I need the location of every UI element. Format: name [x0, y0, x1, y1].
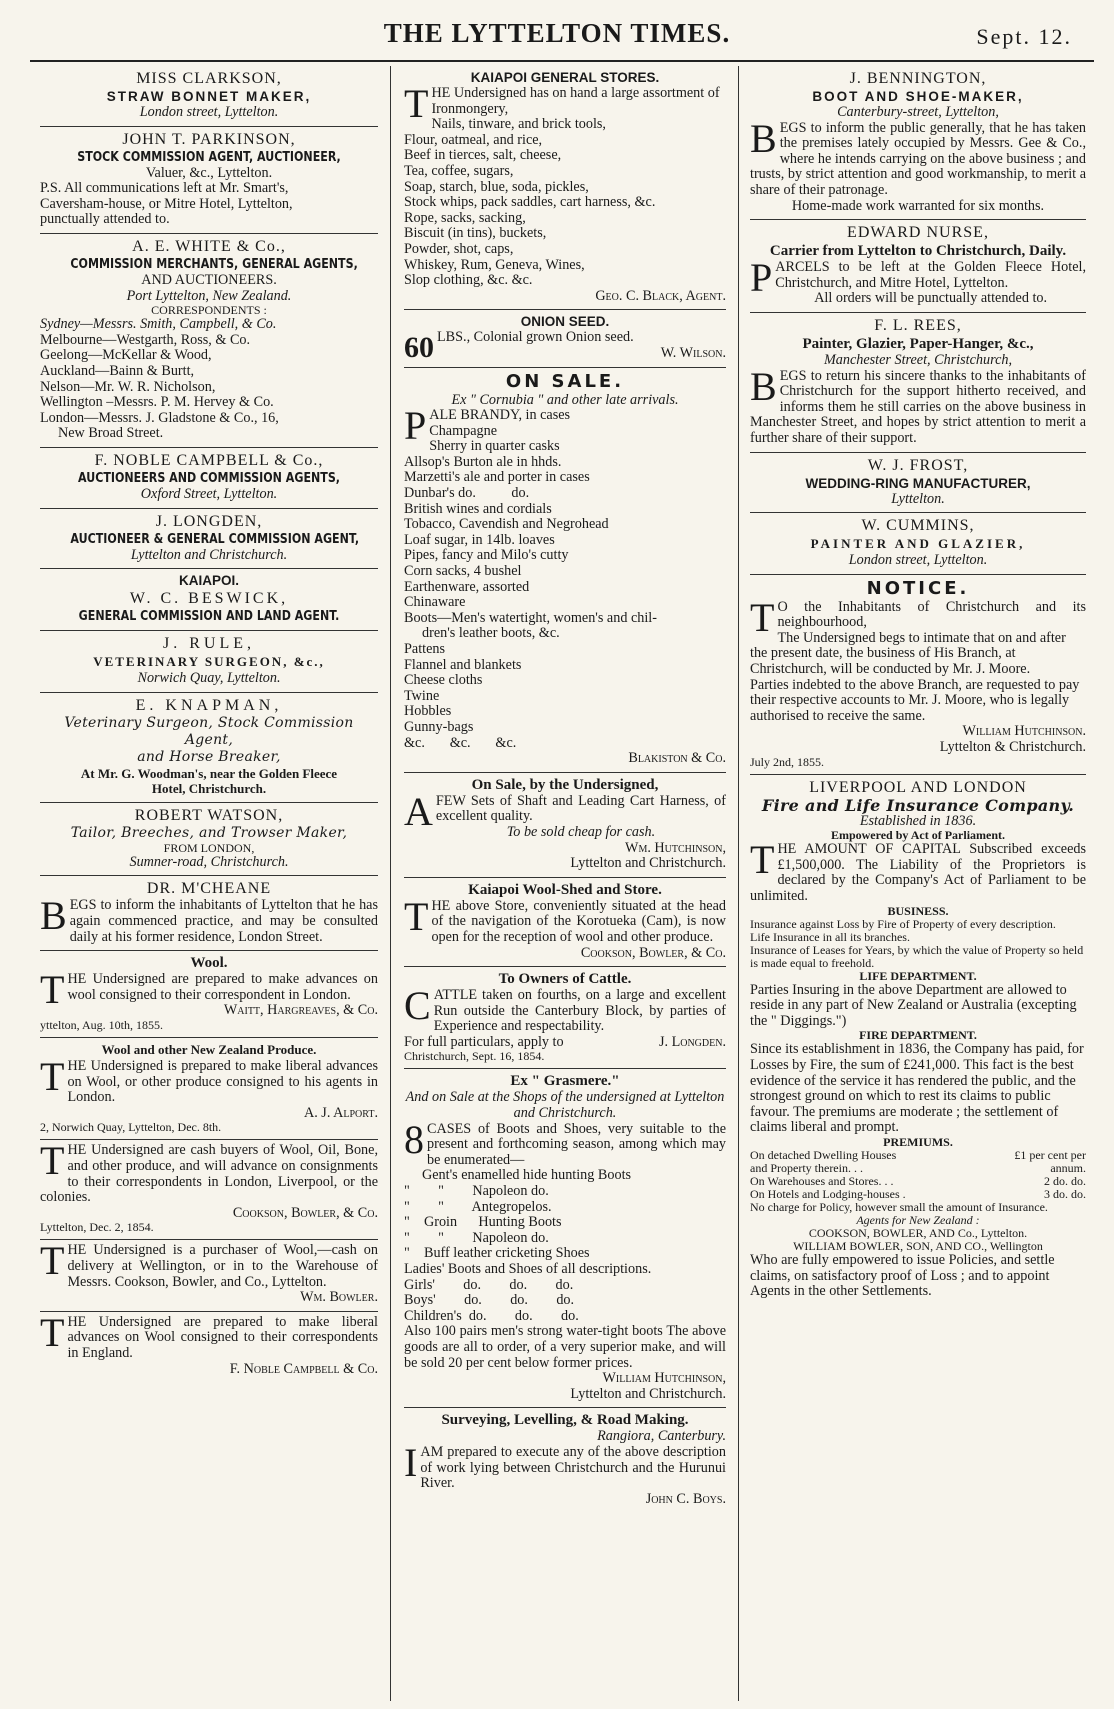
list-item: Pattens	[404, 641, 445, 657]
ad-trade: BOOT AND SHOE-MAKER,	[812, 89, 1024, 104]
ad-address: Lyttelton and Christchurch.	[130, 546, 288, 563]
ad-cattle	[404, 967, 726, 1069]
ad-parkinson	[40, 127, 378, 234]
list-item: Pipes, fancy and Milo's cutty	[404, 547, 569, 564]
ad-text: ARCELS to be left at the Golden Fleece Hotel, Christchurch, and Mitre Hotel, Lyttelton.	[775, 259, 1086, 291]
drop-cap: T	[40, 1309, 65, 1355]
list-item: Soap, starch, blue, soda, pickles,	[404, 178, 589, 195]
ad-signature: Cookson, Bowler, & Co.	[580, 944, 726, 961]
list-item: " Buff leather cricketing Shoes	[404, 1245, 590, 1262]
ad-name: F. L. REES,	[874, 316, 962, 334]
ad-signature: Blakiston & Co.	[628, 750, 726, 767]
list-item: dren's leather boots, &c.	[422, 625, 560, 642]
ad-address: Canterbury-street, Lyttelton,	[837, 104, 999, 120]
list-item: Beef in tierces, salt, cheese,	[404, 147, 562, 164]
ad-authority: Empowered by Act of Parliament.	[830, 828, 1006, 843]
ad-date: yttelton, Aug. 10th, 1855.	[40, 1018, 163, 1033]
ad-bowler	[40, 1240, 378, 1311]
list-item: Girls' do. do. do.	[404, 1276, 574, 1293]
newspaper-title: THE LYTTELTON TIMES.	[383, 18, 731, 48]
ad-heading: KAIAPOI GENERAL STORES.	[470, 70, 660, 85]
list-item: Boys' do. do. do.	[404, 1292, 575, 1309]
list-item: Nails, tinware, and brick tools,	[431, 116, 606, 133]
ad-text: HE above Store, conveniently situated at the head of the navigation of the Korotueka (Cam), is now open for the reception of wool and other produce.	[431, 897, 726, 945]
premium-row: On Hotels and Lodging-houses . 3 do. do.	[750, 1186, 1086, 1201]
list-item: " " Antegropelos.	[404, 1198, 552, 1215]
ad-address: Port Lyttelton, New Zealand.	[126, 287, 292, 304]
ad-text: CASES of Boots and Shoes, very suitable to the present and forthcoming season, among which may be enumerated—	[427, 1120, 726, 1168]
ad-trade: COMMISSION MERCHANTS, GENERAL AGENTS,	[70, 255, 358, 272]
ad-cummins	[750, 513, 1086, 575]
drop-number: 8	[404, 1116, 424, 1162]
list-item: Stock whips, pack saddles, cart harness, &c.	[404, 194, 656, 211]
ad-line: punctually attended to.	[40, 211, 170, 228]
ad-signature: William Hutchinson,	[602, 1370, 726, 1387]
column-left	[40, 66, 378, 1701]
ad-place: Rangiora, Canterbury.	[597, 1428, 726, 1445]
ad-longden	[40, 509, 378, 570]
list-item: Corn sacks, 4 bushel	[404, 563, 522, 580]
ad-text: HE Undersigned are cash buyers of Wool, Oil, Bone, and other produce, and will advance on consignments to their correspondents in London, Liverpool, or the colonies.	[40, 1142, 378, 1206]
ad-watson	[40, 803, 378, 877]
ad-heading: ON SALE.	[505, 370, 625, 392]
ad-address: Sumner-road, Christchurch.	[129, 853, 289, 870]
ad-trade: WEDDING-RING MANUFACTURER,	[805, 475, 1031, 491]
ad-text: O the Inhabitants of Christchurch and its neighbourhood,	[777, 598, 1086, 631]
drop-cap: A	[404, 788, 433, 834]
ad-wool-waitt	[40, 951, 378, 1038]
ad-trade: Painter, Glazier, Paper-Hanger, &c.,	[802, 335, 1034, 352]
masthead	[0, 0, 1114, 62]
list-item: Insurance against Loss by Fire of Property of every description.	[750, 916, 1056, 931]
ad-text: EGS to return his sincere thanks to the inhabitants of Christchurch for the support hitherto received, and informs them he still carries on the above business in Manchester Street, and hopes by strict attention to merit a further share of their support.	[750, 367, 1086, 446]
ad-trade: STOCK COMMISSION AGENT, AUCTIONEER,	[77, 148, 341, 165]
drop-cap: T	[40, 1054, 65, 1100]
ad-on-sale	[404, 368, 726, 773]
ad-trade: Carrier from Lyttelton to Christchurch, Daily.	[769, 243, 1067, 260]
ad-address: London street, Lyttelton.	[139, 104, 279, 120]
column-middle	[404, 66, 726, 1701]
ad-line: Wellington –Messrs. P. M. Hervey & Co.	[40, 394, 274, 411]
ad-text: EGS to inform the inhabitants of Lyttelton that he has again commenced practice, and may be consulted daily at his former residence, London Street.	[69, 897, 378, 945]
ad-trade: PAINTER AND GLAZIER,	[810, 536, 1026, 552]
ad-name: J. LONGDEN,	[155, 512, 263, 530]
ad-white	[40, 234, 378, 448]
ad-correspondents: CORRESPONDENTS :	[151, 303, 267, 318]
ad-signature: John C. Boys.	[645, 1490, 726, 1507]
ad-text: ATTLE taken on fourths, on a large and excellent Run outside the Canterbury Block, by parties of Experience and respectability.	[433, 987, 726, 1035]
ad-cookson	[40, 1140, 378, 1240]
drop-cap: T	[750, 594, 775, 640]
ad-signature: W. Wilson.	[660, 344, 726, 361]
ad-harness	[404, 773, 726, 878]
ad-sub: Valuer, &c., Lyttelton.	[145, 164, 273, 181]
list-item: Allsop's Burton ale in hhds.	[404, 453, 562, 470]
list-item: Flour, oatmeal, and rice,	[404, 131, 543, 148]
ad-text: EGS to inform the public generally, that he has taken the premises lately occupied by Messrs. Gee & Co., where he intends carrying on the above business ; and trusts, by strict attention and good workmanship, to merit a share of their patronage.	[750, 119, 1086, 198]
list-item: Insurance of Leases for Years, by which the value of Property so held is made equal to freehold.	[750, 942, 1084, 970]
drop-cap: P	[750, 255, 773, 301]
list-item: British wines and cordials	[404, 500, 552, 517]
ad-signature: F. Noble Campbell & Co.	[229, 1360, 378, 1377]
ad-sub: Ex " Cornubia " and other late arrivals.	[451, 391, 679, 408]
ad-heading: On Sale, by the Undersigned,	[471, 776, 659, 793]
ad-text: HE Undersigned has on hand a large assortment of	[431, 85, 720, 101]
drop-number: 60	[404, 331, 434, 365]
ad-trade: Tailor, Breeches, and Trowser Maker,	[70, 824, 348, 841]
list-item: Sherry in quarter casks	[429, 438, 560, 455]
list-item: Marzetti's ale and porter in cases	[404, 469, 590, 486]
list-item: " " Napoleon do.	[404, 1229, 549, 1246]
ad-trade: GENERAL COMMISSION AND LAND AGENT.	[78, 608, 340, 625]
drop-cap: B	[40, 893, 67, 939]
drop-cap: I	[404, 1439, 418, 1485]
list-item: Earthenware, assorted	[404, 578, 530, 595]
ad-kaiapoi-stores	[404, 66, 726, 310]
list-item: Ladies' Boots and Shoes of all descriptions.	[404, 1261, 652, 1277]
drop-cap: T	[404, 893, 429, 939]
ad-signature: Geo. C. Black, Agent.	[595, 287, 726, 304]
ad-date: Lyttelton, Dec. 2, 1854.	[40, 1220, 154, 1235]
ad-heading: Wool and other New Zealand Produce.	[101, 1042, 317, 1058]
drop-cap: T	[40, 1238, 65, 1284]
ad-text: HE Undersigned is a purchaser of Wool,—cash on delivery at Wellington, or in to the Warehouse of Messrs. Cookson, Bowler, and Co., Lyttelton.	[67, 1242, 378, 1290]
ad-line: Sydney—Messrs. Smith, Campbell, & Co.	[40, 316, 277, 333]
drop-cap: T	[404, 81, 429, 126]
premium-row: On Warehouses and Stores. . . 2 do. do.	[750, 1173, 1086, 1188]
list-item: Gent's enamelled hide hunting Boots	[422, 1167, 632, 1184]
ad-agents-heading: Agents for New Zealand :	[856, 1212, 980, 1227]
ad-grasmere	[404, 1069, 726, 1408]
ad-trade: AUCTIONEER & GENERAL COMMISSION AGENT,	[70, 530, 360, 547]
list-item: " Groin Hunting Boots	[404, 1214, 562, 1231]
list-item: Loaf sugar, in 14lb. loaves	[404, 531, 555, 548]
ad-agent: COOKSON, BOWLER, AND Co., Lyttelton.	[808, 1225, 1028, 1240]
premium-row: On detached Dwelling Houses £1 per cent per	[750, 1147, 1086, 1162]
ad-signature: Waitt, Hargreaves, & Co.	[223, 1002, 378, 1019]
ad-text: Parties Insuring in the above Department are allowed to reside in any part of New Zealand or Australia (excepting the " Diggings.")	[750, 981, 1077, 1029]
ad-trade: AUCTIONEERS AND COMMISSION AGENTS,	[77, 469, 341, 486]
list-item: Dunbar's do. do.	[404, 485, 530, 502]
ad-signature: A. J. Alport.	[303, 1104, 378, 1121]
ad-name: E. KNAPMAN,	[135, 696, 283, 714]
ad-name: MISS CLARKSON,	[136, 70, 282, 87]
ad-text: HE AMOUNT OF CAPITAL Subscribed exceeds £1,500,000. The Liability of the Proprietors is declared by the Company's Act of Parliament to be unlimited.	[750, 841, 1086, 904]
ad-text: Also 100 pairs men's strong water-tight boots The above goods are all to order, of a very superior make, and will be sold 20 per cent below former prices.	[404, 1323, 726, 1371]
ad-heading: Ex " Grasmere."	[510, 1073, 620, 1090]
ad-trade: STRAW BONNET MAKER,	[106, 89, 312, 104]
ad-trade: Fire and Life Insurance Company.	[761, 795, 1075, 815]
ad-address: London street, Lyttelton.	[848, 552, 988, 569]
ad-text: HE Undersigned are prepared to make advances on wool consigned to their correspondent in London.	[67, 971, 378, 1003]
ad-name: W. C. BESWICK,	[129, 590, 289, 608]
list-item: Chinaware	[404, 594, 466, 611]
list-item: Hobbles	[404, 703, 452, 720]
ad-line: Caversham-house, or Mitre Hotel, Lyttelton,	[40, 195, 293, 212]
ad-bennington	[750, 66, 1086, 220]
ad-woolshed	[404, 878, 726, 967]
ad-name: ROBERT WATSON,	[134, 806, 284, 824]
section-heading: PREMIUMS.	[883, 1134, 953, 1149]
ad-place: KAIAPOI.	[178, 573, 239, 589]
ad-signature: J. Longden.	[658, 1033, 726, 1050]
ad-mcheane	[40, 876, 378, 951]
list-item: Flannel and blankets	[404, 656, 522, 673]
ad-address: Manchester Street, Christchurch,	[823, 351, 1013, 368]
ad-line: Nelson—Mr. W. R. Nicholson,	[40, 378, 216, 395]
list-item: Gunny-bags	[404, 718, 474, 735]
drop-cap: B	[750, 363, 777, 409]
ad-date: Christchurch, Sept. 16, 1854.	[404, 1049, 545, 1064]
list-item: Cheese cloths	[404, 672, 483, 689]
drop-cap: P	[404, 403, 427, 449]
drop-cap: B	[750, 115, 777, 161]
ad-clarkson	[40, 66, 378, 127]
ad-campbell-wool	[40, 1309, 378, 1382]
ad-line: At Mr. G. Woodman's, near the Golden Fleece	[80, 765, 338, 781]
section-heading: BUSINESS.	[887, 903, 949, 918]
ad-knapman	[40, 693, 378, 803]
list-item: Biscuit (in tins), buckets,	[404, 225, 547, 242]
ad-line: London—Messrs. J. Gladstone & Co., 16,	[40, 409, 279, 426]
ad-trade: Veterinary Surgeon, Stock Commission Agent,	[64, 714, 354, 748]
ad-text: HE Undersigned is prepared to make liberal advances on Wool, or other produce consigned to his agents in London.	[67, 1058, 378, 1106]
section-heading: FIRE DEPARTMENT.	[859, 1028, 977, 1043]
ad-rees	[750, 313, 1086, 453]
ad-heading: Kaiapoi Wool-Shed and Store.	[468, 881, 662, 898]
ad-text: FEW Sets of Shaft and Leading Cart Harness, of excellent quality.	[435, 792, 726, 825]
ad-signature: Wm. Hutchinson,	[625, 839, 726, 856]
list-item: " " Napoleon do.	[404, 1183, 549, 1200]
ad-sub: And on Sale at the Shops of the undersigned at Lyttelton and Christchurch.	[405, 1089, 725, 1122]
ad-heading: NOTICE.	[866, 577, 970, 599]
list-item: Slop clothing, &c. &c.	[404, 272, 533, 289]
ad-line: Auckland—Bainn & Burtt,	[40, 362, 195, 379]
list-item: Tea, coffee, sugars,	[404, 162, 514, 179]
list-item: Boots—Men's watertight, women's and chil-	[404, 609, 657, 626]
ad-name: DR. M'CHEANE	[146, 880, 272, 898]
drop-cap: C	[404, 983, 431, 1029]
list-item: Powder, shot, caps,	[404, 240, 514, 257]
ad-heading: Surveying, Levelling, & Road Making.	[441, 1412, 689, 1429]
list-item: Rope, sacks, sacking,	[404, 209, 526, 226]
ad-note: No charge for Policy, however small the amount of Insurance.	[750, 1199, 1048, 1214]
ad-text: Who are fully empowered to issue Policies, and settle claims, on satisfactory proof of Loss ; and to appoint Agents in the other Settlements.	[750, 1251, 1055, 1300]
ad-notice	[750, 575, 1086, 775]
ad-text: The Undersigned begs to intimate that on and after the present date, the business of His Branch, at Christchurch, will be conducted by Mr. J. Moore.	[750, 629, 1066, 678]
column-divider	[390, 66, 391, 1701]
ad-signature: William Hutchinson.	[962, 723, 1086, 740]
ad-text: Parties indebted to the above Branch, are requested to pay their respective accounts to Mr. J. Moore, who is legally authorised to receive the same.	[750, 676, 1080, 724]
list-item: Twine	[404, 687, 440, 704]
list-item: Children's do. do. do.	[404, 1307, 579, 1324]
ad-date: 2, Norwich Quay, Lyttelton, Dec. 8th.	[40, 1120, 222, 1135]
ad-insurance	[750, 775, 1086, 1305]
list-item: Tobacco, Cavendish and Negrohead	[404, 516, 609, 533]
list-item: Champagne	[429, 422, 498, 439]
ad-trade-2: and Horse Breaker,	[137, 748, 281, 765]
ad-nurse	[750, 220, 1086, 313]
ad-beswick	[40, 569, 378, 631]
ad-name: W. CUMMINS,	[861, 517, 975, 535]
ad-campbell	[40, 448, 378, 509]
drop-cap: T	[40, 967, 65, 1013]
ad-date: July 2nd, 1855.	[750, 754, 825, 769]
ad-text: AM prepared to execute any of the above description of work lying between Christchurch and the Hurunui River.	[420, 1443, 726, 1492]
list-item: Whiskey, Rum, Geneva, Wines,	[404, 256, 585, 273]
ad-signature-2: Lyttelton & Christchurch.	[939, 739, 1086, 756]
ad-established: Established in 1836.	[859, 812, 977, 829]
ad-trade: VETERINARY SURGEON, &c.,	[93, 654, 325, 670]
column-right	[750, 66, 1086, 1701]
ad-signature: Cookson, Bowler, & Co.	[232, 1204, 378, 1221]
ad-address: Lyttelton.	[891, 490, 945, 507]
ad-address: Oxford Street, Lyttelton.	[140, 485, 278, 502]
ad-wool-alport	[40, 1038, 378, 1140]
ad-text: LBS., Colonial grown Onion seed.	[437, 329, 634, 346]
ad-onion-seed	[404, 310, 726, 367]
ad-address: Norwich Quay, Lyttelton.	[137, 670, 281, 687]
ad-frost	[750, 453, 1086, 514]
list-item: &c. &c. &c.	[404, 734, 517, 751]
ad-name: J. RULE,	[163, 635, 255, 653]
masthead-rule	[30, 60, 1094, 62]
drop-cap: T	[750, 837, 775, 883]
list-item: Ironmongery,	[431, 100, 509, 117]
premium-row: and Property therein. . . annum.	[750, 1160, 1086, 1175]
ad-line: Hotel, Christchurch.	[151, 781, 267, 797]
drop-cap: T	[40, 1138, 65, 1184]
ad-name: F. NOBLE CAMPBELL & Co.,	[94, 451, 324, 469]
ad-signature-2: Lyttelton and Christchurch.	[570, 855, 726, 872]
ad-text: HE Undersigned are prepared to make liberal advances on Wool consigned to their correspondents in England.	[67, 1313, 378, 1361]
ad-rule	[40, 631, 378, 693]
ad-name: W. J. FROST,	[867, 456, 969, 474]
ad-text: ALE BRANDY, in cases	[429, 407, 571, 424]
ad-heading: ONION SEED.	[520, 314, 610, 330]
ad-agent: WILLIAM BOWLER, SON, AND CO., Wellington	[793, 1238, 1043, 1253]
ad-signature: Wm. Bowler.	[300, 1289, 378, 1306]
ad-heading: Wool.	[190, 955, 228, 972]
ad-note: All orders will be punctually attended to.	[814, 290, 1048, 307]
ad-sub: AND AUCTIONEERS.	[141, 271, 277, 288]
list-item: Life Insurance in all its branches.	[750, 929, 910, 944]
issue-date: Sept. 12.	[976, 24, 1072, 49]
ad-name: LIVERPOOL AND LONDON	[809, 778, 1027, 796]
ad-line: Geelong—McKellar & Wood,	[40, 347, 212, 364]
ad-note: To be sold cheap for cash.	[506, 823, 656, 840]
ad-line: P.S. All communications left at Mr. Smart's,	[40, 180, 289, 197]
ad-heading: To Owners of Cattle.	[498, 971, 632, 988]
ad-line: New Broad Street.	[58, 425, 164, 442]
ad-signature-2: Lyttelton and Christchurch.	[570, 1385, 726, 1402]
ad-name: J. BENNINGTON,	[849, 70, 987, 87]
ad-sub: FROM LONDON,	[163, 840, 255, 855]
ad-text: Since its establishment in 1836, the Company has paid, for Losses by Fire, the sum of £241,000. This fact is the best evidence of the service it has rendered the public, and the strongest ground on which to rest its claims to public favour. The premiums are moderate ; the settlement of claims liberal and prompt.	[750, 1041, 1084, 1136]
ad-surveying	[404, 1408, 726, 1512]
ad-name: EDWARD NURSE,	[847, 224, 989, 242]
section-heading: LIFE DEPARTMENT.	[859, 968, 977, 983]
ad-name: A. E. WHITE & Co.,	[132, 237, 286, 255]
ad-note: Home-made work warranted for six months.	[791, 197, 1045, 214]
ad-note: For full particulars, apply to	[404, 1033, 564, 1050]
ad-name: JOHN T. PARKINSON,	[122, 130, 296, 148]
column-divider	[738, 66, 739, 1701]
ad-line: Melbourne—Westgarth, Ross, & Co.	[40, 331, 251, 348]
